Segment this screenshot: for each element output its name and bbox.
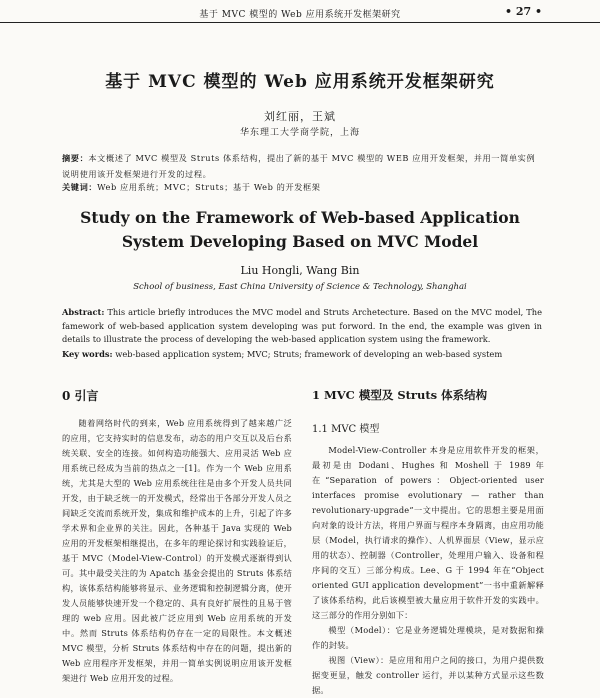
running-head-title: 基于 MVC 模型的 Web 应用系统开发框架研究	[199, 10, 401, 20]
mvc-paragraph-model: 模型（Model）：它是业务逻辑处理模块，是对数据和操作的封装。	[312, 625, 544, 650]
introduction-paragraph: 随着网络时代的到来，Web 应用系统得到了越来越广泛的应用，它支持实时的信息发布，动态的用户交互以及后台系统关联、安全的连接。如何构造功能强大、应用灵活 Web 应用系统已经成为当前的热点之一[1]。作为一个 Web 应用系统，尤其是大型的 Web 应用系统往往是由多个开发人员共同开发，由于缺乏统一的开发模式，经常出于各部分开发人员之间缺乏交流而系统开发，集成和维护成本的上升，引起了许多学术界和企业界的关注。因此，各种基于 Java 实现的 Web 应用的开发框架相继提出，在多年的理论探讨和实践验证后，基于 MVC（Model-View-Control）的开发模式逐渐得到认可。其中最受关注的为 Apatch 基金会提出的 Struts 体系结构，该体系结构能够将显示、业务逻辑和控制逻辑分离，使开发人员能够快速开发一个稳定的、具有良好扩展性的且易于管理的 web 应用。因此被广泛应用到 Web 应用系统的开发中。然而 Struts 体系结构仍存在一定的局限性。本文概述 MVC 模型，分析 Struts 体系结构中存在的问题，提出新的 Web 应用程序开发框架，并用一简单实例说明应用该开发框架进行 Web 应用开发的过程。	[62, 418, 292, 683]
english-abstract	[62, 306, 542, 347]
section-1-heading: 1 MVC 模型及 Struts 体系结构	[312, 388, 488, 402]
chinese-keywords-label: 关键词：	[62, 182, 98, 192]
chinese-keywords-text: Web 应用系统；MVC；Struts；基于 Web 的开发框架	[97, 182, 321, 192]
chinese-abstract	[62, 150, 542, 182]
english-title-line-1: Study on the Framework of Web-based Application	[80, 208, 520, 227]
english-keywords	[62, 349, 542, 359]
english-title-line-2: System Developing Based on MVC Model	[121, 232, 479, 251]
chinese-abstract-text: 本文概述了 MVC 模型及 Struts 体系结构，提出了新的基于 MVC 模型的 WEB 应用开发框架，并用一简单实例说明使用该开发框架进行开发的过程。	[62, 153, 536, 179]
chinese-affiliation: 华东理工大学商学院，上海	[239, 128, 360, 138]
page-number: • 27 •	[504, 5, 542, 18]
chinese-authors: 刘红丽，王斌	[264, 110, 336, 123]
english-abstract-text: This article briefly introduces the MVC model and Struts Archetecture. Based on the MVC model, The famework of web-based application system developing was put forword. In the end, the example was given in details to illustrate the process of developing the web-based application system using the framework.	[62, 307, 543, 344]
mvc-paragraph-view: 视图（View）：是应用和用户之间的接口，为用户提供数据变更显，触发 controller 运行，并以某种方式显示这些数据。	[312, 655, 544, 695]
english-abstract-label: Abstract:	[62, 307, 105, 317]
running-header	[0, 0, 600, 23]
english-keywords-text: web-based application system; MVC; Struts; framework of developing an web-based system	[115, 349, 503, 359]
chinese-title: 基于 MVC 模型的 Web 应用系统开发框架研究	[105, 72, 495, 92]
english-affiliation: School of business, East China University of Science & Technology, Shanghai	[133, 282, 467, 292]
chinese-keywords	[62, 182, 542, 193]
left-column-body	[62, 416, 292, 686]
right-column-body	[312, 443, 544, 698]
english-title	[0, 206, 600, 254]
english-authors: Liu Hongli, Wang Bin	[240, 264, 360, 277]
chinese-abstract-label: 摘要：	[62, 153, 89, 163]
english-keywords-label: Key words:	[62, 349, 113, 359]
section-0-heading: 0 引言	[62, 389, 99, 403]
mvc-paragraph-1: Model-View-Controller 本身是应用软件开发的框架，最初是由 Dodani、Hughes 和 Moshell 于 1989 年在“Separation of powers：Object-oriented user interfaces promise evolutionary — rather than revolutionary-upgrade”一文中提出。它的思想主要是用面向对象的设计方法，将用户界面与程序本身隔离，由应用功能层（Model，执行请求的操作）、人机界面层（View，显示应用的状态）、控制器（Controller，处理用户输入、设备和程序间的交互）三部分构成。Lee、G 于 1994 年在“Object oriented GUI application development”一书中重新解释了该体系结构，此后该模型被大量应用于软件开发的实践中。这三部分的作用分别如下：	[312, 445, 544, 620]
section-1-1-heading: 1.1 MVC 模型	[312, 424, 380, 435]
